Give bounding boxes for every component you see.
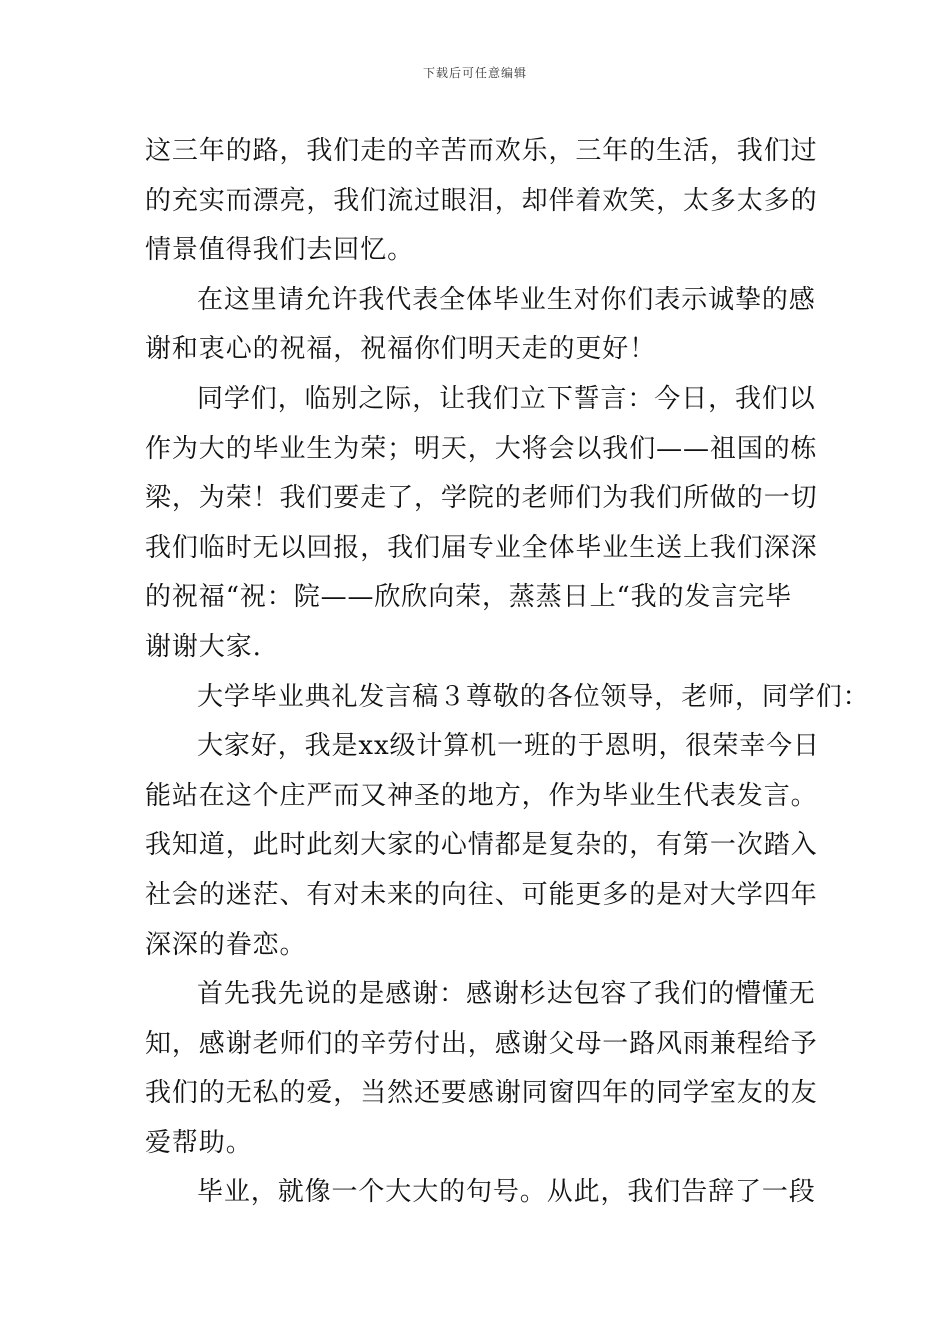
text-line: 我们临时无以回报，我们届专业全体毕业生送上我们深深 bbox=[145, 532, 818, 563]
text-line: 我知道，此时此刻大家的心情都是复杂的，有第一次踏入 bbox=[145, 830, 818, 861]
text-line: 在这里请允许我代表全体毕业生对你们表示诚挚的感 bbox=[197, 284, 816, 315]
text-line: 谢和衷心的祝福，祝福你们明天走的更好！ bbox=[145, 334, 657, 365]
text-line: 梁，为荣！我们要走了，学院的老师们为我们所做的一切 bbox=[145, 483, 818, 514]
text-line: 大学毕业典礼发言稿３尊敬的各位领导，老师，同学们： bbox=[197, 681, 870, 712]
text-line: 爱帮助。 bbox=[145, 1127, 253, 1158]
text-line: 情景值得我们去回忆。 bbox=[145, 235, 415, 266]
text-line: 同学们，临别之际，让我们立下誓言：今日，我们以 bbox=[197, 383, 816, 414]
text-line: 能站在这个庄严而又神圣的地方，作为毕业生代表发言。 bbox=[145, 780, 818, 811]
text-line: 作为大的毕业生为荣；明天，大将会以我们——祖国的栋 bbox=[145, 433, 818, 464]
text-line: 社会的迷茫、有对未来的向往、可能更多的是对大学四年 bbox=[145, 879, 818, 910]
text-line: 这三年的路，我们走的辛苦而欢乐，三年的生活，我们过 bbox=[145, 136, 818, 166]
text-line: 深深的眷恋。 bbox=[145, 929, 307, 960]
text-line: 我们的无私的爱，当然还要感谢同窗四年的同学室友的友 bbox=[145, 1078, 818, 1109]
text-line: 谢谢大家. bbox=[145, 631, 262, 662]
text-line: 知，感谢老师们的辛劳付出，感谢父母一路风雨兼程给予 bbox=[145, 1028, 818, 1059]
text-line: 的祝福“祝：院——欣欣向荣，蒸蒸日上“我的发言完毕 bbox=[145, 582, 793, 613]
text-line: 首先我先说的是感谢：感谢杉达包容了我们的懵懂无 bbox=[197, 979, 816, 1010]
document-body bbox=[145, 127, 870, 1218]
text-line: 大家好，我是xx级计算机一班的于恩明，很荣幸今日 bbox=[197, 731, 820, 762]
text-line: 的充实而漂亮，我们流过眼泪，却伴着欢笑，太多太多的 bbox=[145, 185, 818, 216]
text-line: 毕业，就像一个大大的句号。从此，我们告辞了一段 bbox=[197, 1177, 816, 1208]
page-header: 下载后可任意编辑 bbox=[422, 66, 527, 80]
